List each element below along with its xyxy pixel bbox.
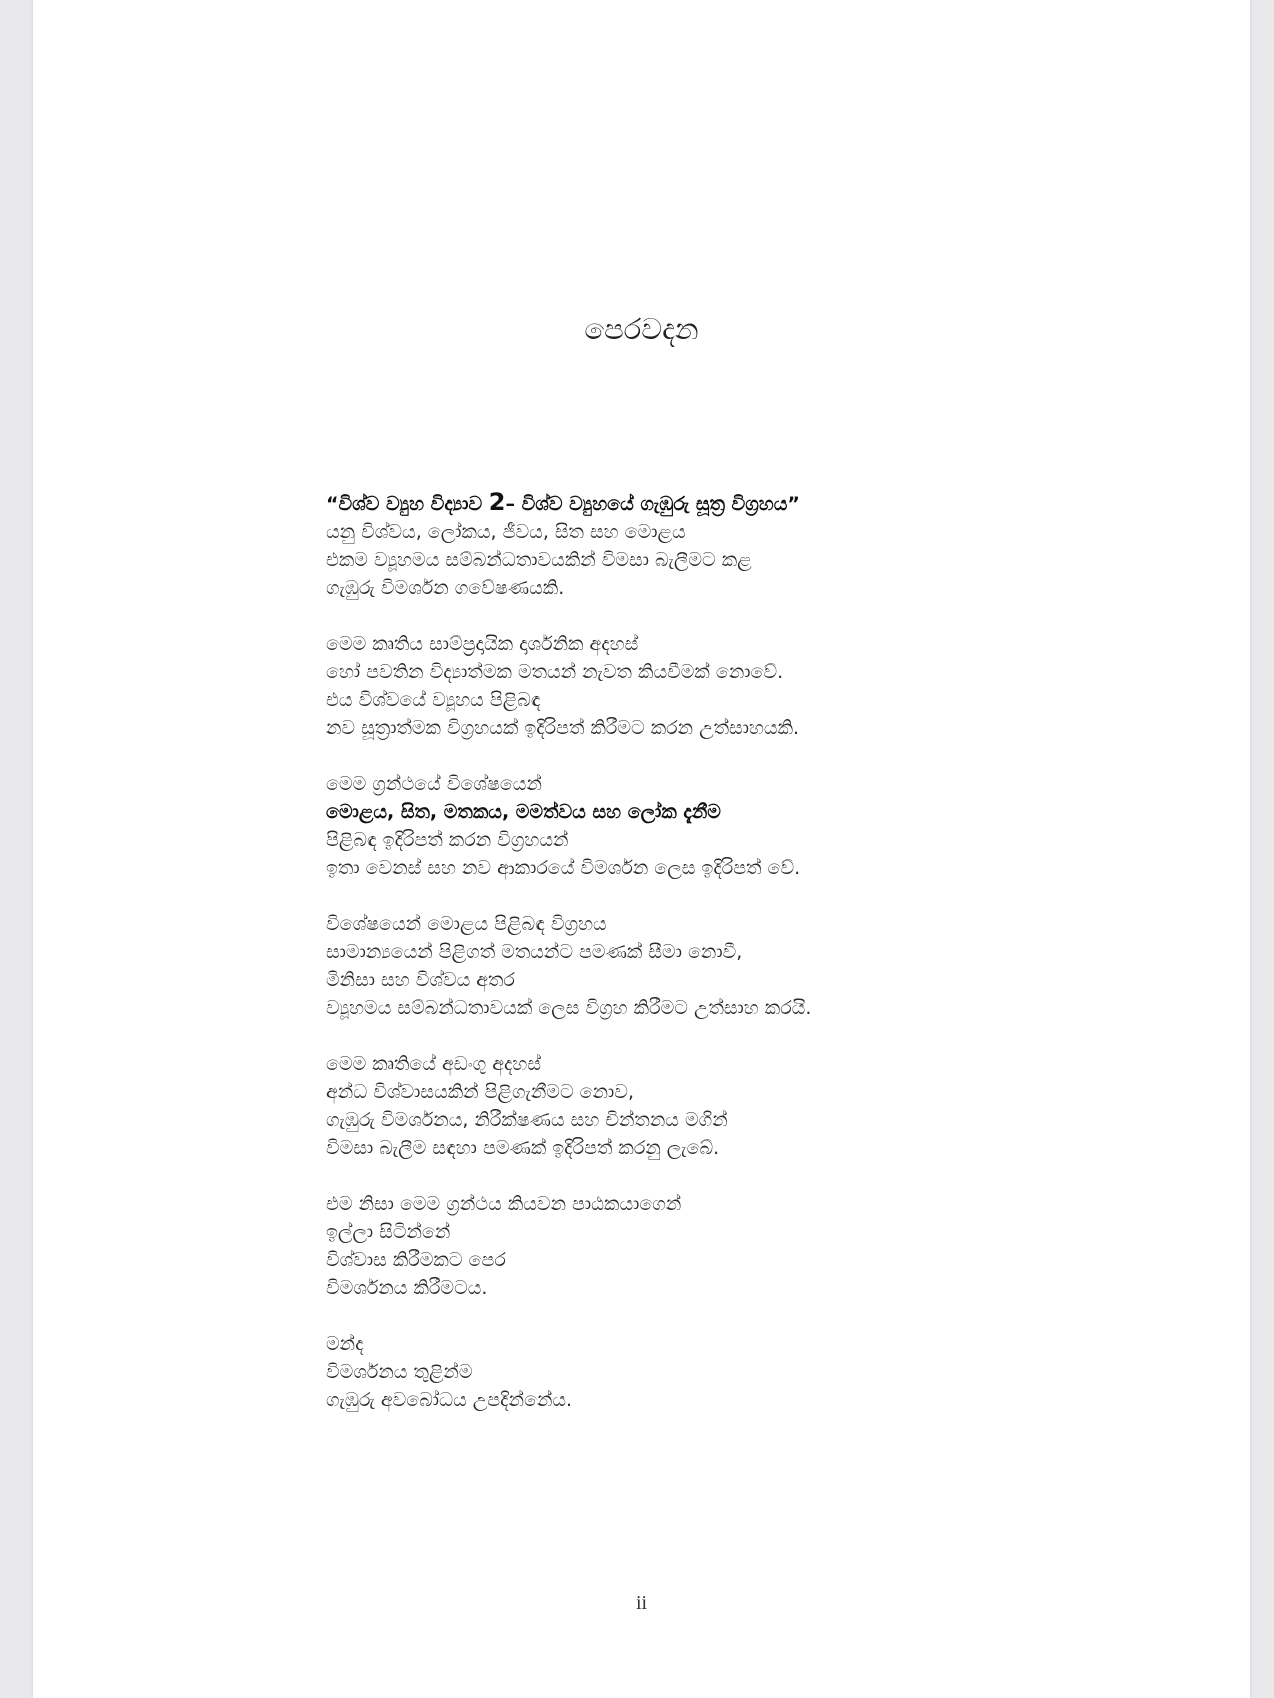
- book-title-line: [326, 488, 1026, 518]
- text-line: එම නිසා මෙම ග්‍රන්ථය කියවන පාඨකයාගෙන්: [326, 1193, 682, 1215]
- text-line: මිනිසා සහ විශ්වය අතර: [326, 969, 515, 991]
- text-line: පිළිබඳ ඉදිරිපත් කරන විග්‍රහයන්: [326, 829, 569, 851]
- text-line: ඉතා වෙනස් සහ නව ආකාරයේ විමර්ශන ලෙස ඉදිරිපත් වේ.: [326, 857, 801, 879]
- text-line: මෙම ග්‍රන්ථයේ විශේෂයෙන්: [326, 773, 542, 795]
- text-line: විමර්ශනය කිරීමටය.: [326, 1277, 488, 1299]
- text-line: ව්‍යූහමය සම්බන්ධතාවයක් ලෙස විග්‍රහ කිරීමට උත්සාහ කරයි.: [326, 997, 812, 1019]
- preface-body: [326, 488, 1026, 1442]
- page-number: ii: [635, 1592, 648, 1614]
- paragraph-6: [326, 1190, 1026, 1302]
- text-line: විමසා බැලීම සඳහා පමණක් ඉදිරිපත් කරනු ලැබේ.: [326, 1137, 720, 1159]
- text-line: මන්ද: [326, 1333, 364, 1355]
- text-line: ගැඹුරු අවබෝධය උපදින්නේය.: [326, 1389, 573, 1411]
- document-page: [33, 0, 1250, 1698]
- text-line: යනු විශ්වය, ලෝකය, ජීවය, සිත සහ මොළය: [326, 521, 686, 543]
- paragraph-3: [326, 770, 1026, 882]
- text-line: මෙම කෘතිය සාම්ප්‍රදායික දාර්ශනික අදහස්: [326, 633, 639, 655]
- volume-number: 2: [488, 488, 506, 516]
- text-line: අන්ධ විශ්වාසයකින් පිළිගැනීමට නොව,: [326, 1081, 634, 1103]
- paragraph-2: [326, 630, 1026, 742]
- paragraph-4: [326, 910, 1026, 1022]
- text-line: ඉල්ලා සිටින්නේ: [326, 1221, 451, 1243]
- paragraph-1: [326, 488, 1026, 602]
- text-line: ගැඹුරු විමර්ශන ගවේෂණයකි.: [326, 577, 565, 599]
- text-line: විශ්වාස කිරීමකට පෙර: [326, 1249, 506, 1271]
- text-line: විමර්ශනය තුළින්ම: [326, 1361, 473, 1383]
- page-title: පෙරවදන: [584, 312, 699, 346]
- emphasis-line: මොළය, සිත, මතකය, මමත්වය සහ ලෝක දැනීම: [326, 801, 721, 823]
- text-line: මෙම කෘතියේ අඩංගු අදහස්: [326, 1053, 542, 1075]
- text-line: එකම ව්‍යූහමය සම්බන්ධතාවයකින් විමසා බැලීමට කළ: [326, 549, 752, 571]
- paragraph-7: [326, 1330, 1026, 1414]
- paragraph-5: [326, 1050, 1026, 1162]
- text-line: එය විශ්වයේ ව්‍යූහය පිළිබඳ: [326, 689, 541, 711]
- text-line: නව සූත්‍රාත්මක විග්‍රහයක් ඉදිරිපත් කිරීමට කරන උත්සාහයකි.: [326, 717, 800, 739]
- text-line: හෝ පවතින විද්‍යාත්මක මතයන් නැවත කියවීමක් නොවේ.: [326, 661, 784, 683]
- text-line: විශේෂයෙන් මොළය පිළිබඳ විග්‍රහය: [326, 913, 607, 935]
- book-title-suffix: – විශ්ව ව්‍යුහයේ ගැඹුරු සූත්‍ර විග්‍රහය”: [505, 493, 800, 515]
- book-title-prefix: “විශ්ව ව්‍යුහ විද්‍යාව: [326, 493, 489, 515]
- text-line: ගැඹුරු විමර්ශනය, නිරීක්ෂණය සහ චින්තනය මගින්: [326, 1109, 728, 1131]
- text-line: සාමාන්‍යයෙන් පිළිගත් මතයන්ට පමණක් සීමා නොවී,: [326, 941, 743, 963]
